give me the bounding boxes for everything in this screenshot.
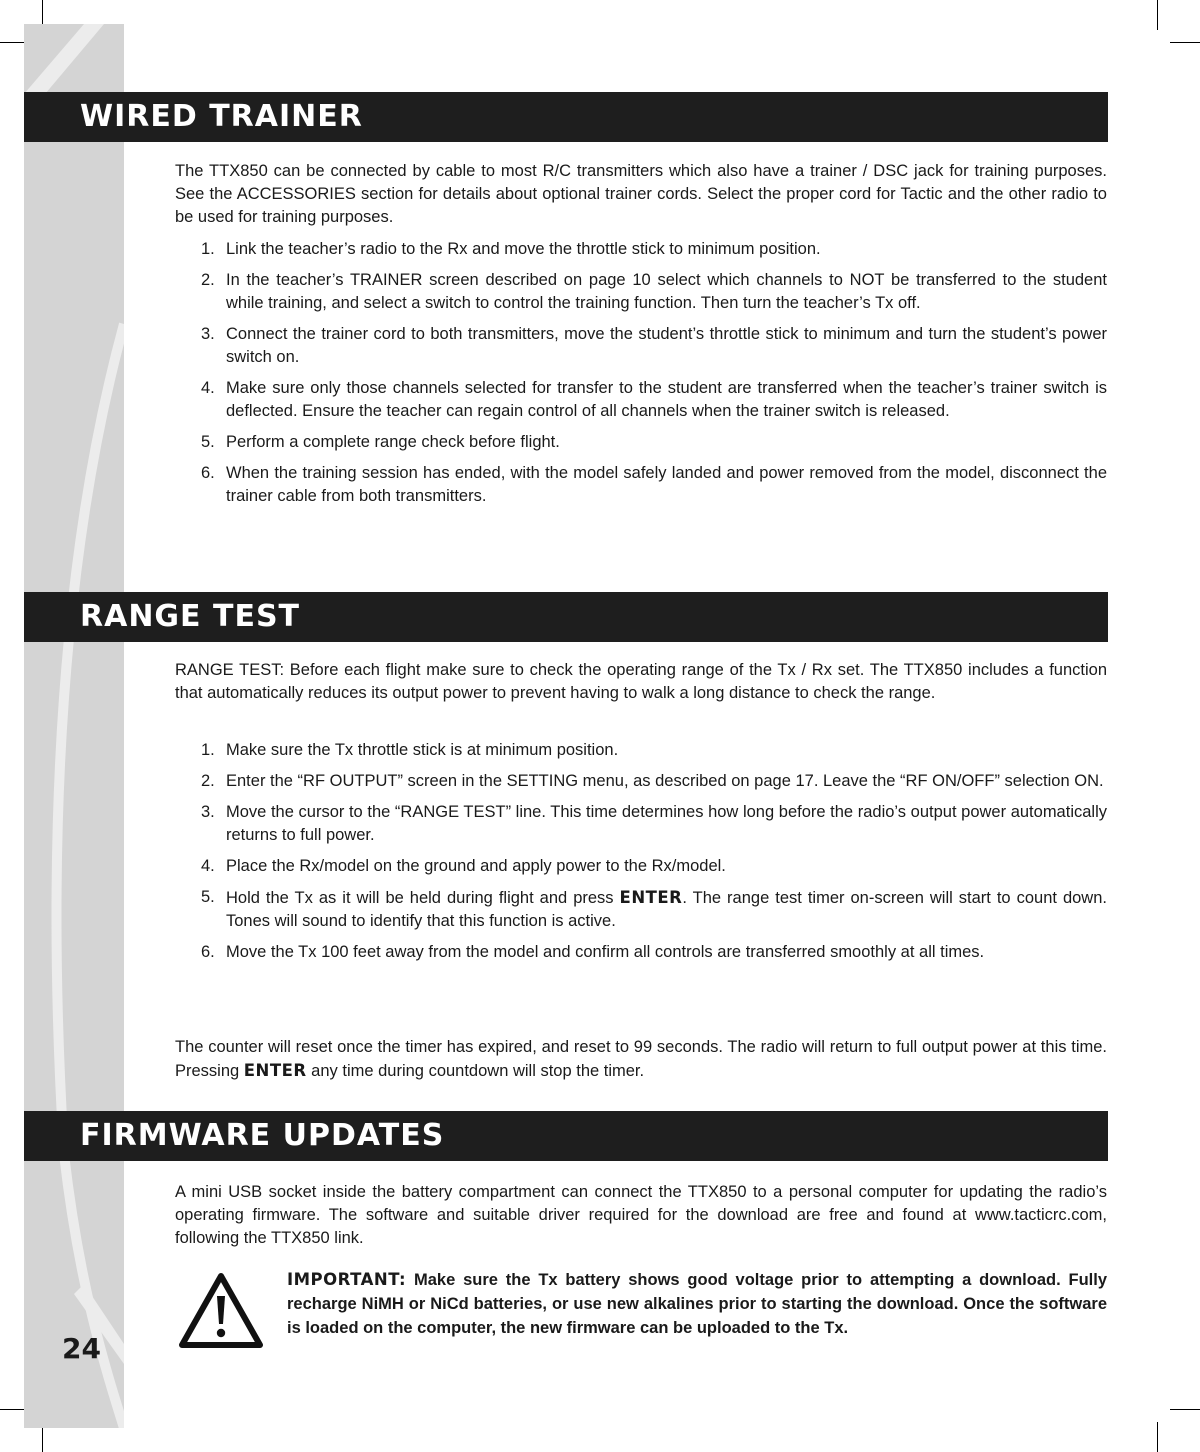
list-item bbox=[175, 269, 1107, 315]
step-text: Perform a complete range check before flight. bbox=[226, 433, 560, 451]
crop-mark bbox=[1157, 0, 1158, 30]
list-item bbox=[175, 462, 1107, 508]
crop-mark bbox=[1157, 1422, 1158, 1452]
step-text-after: . The range test timer on-screen will start to count down. Tones will sound to identify that this function is active. bbox=[226, 889, 1107, 930]
decorative-sidebar bbox=[24, 24, 124, 1428]
step-text: Move the Tx 100 feet away from the model and confirm all controls are transferred smoothly at all times. bbox=[226, 943, 985, 961]
section-header-wired-trainer bbox=[24, 92, 1108, 142]
important-text: Make sure the Tx battery shows good voltage prior to attempting a download. Fully recharge NiMH or NiCd batteries, or use new alkalines prior to starting the download. Once the software is loaded on the computer, the new firmware can be uploaded to the Tx. bbox=[287, 1271, 1107, 1337]
list-item bbox=[175, 801, 1107, 847]
enter-key-label: ENTER bbox=[243, 1061, 307, 1080]
section-header-range-test bbox=[24, 592, 1108, 642]
crop-mark bbox=[1170, 42, 1200, 43]
important-notice bbox=[287, 1268, 1107, 1340]
range-test-steps bbox=[175, 739, 1107, 972]
step-text: Move the cursor to the “RANGE TEST” line. This time determines how long before the radio’s output power automatically returns to full power. bbox=[226, 803, 1107, 844]
closing-text-after: any time during countdown will stop the timer. bbox=[306, 1062, 645, 1080]
range-test-intro: RANGE TEST: Before each flight make sure to check the operating range of the Tx / Rx set. The TTX850 includes a function that automatically reduces its output power to prevent having to walk a long distance to check the range. bbox=[175, 661, 1107, 702]
list-item bbox=[175, 739, 1107, 762]
important-label: IMPORTANT: bbox=[287, 1270, 407, 1289]
page-number: 24 bbox=[62, 1332, 101, 1365]
step-text: In the teacher’s TRAINER screen described on page 10 select which channels to NOT be transferred to the student while training, and select a switch to control the training function. Then turn the teacher’s Tx off. bbox=[226, 271, 1107, 312]
wired-trainer-steps bbox=[175, 238, 1107, 516]
section-title: RANGE TEST bbox=[80, 599, 301, 634]
enter-key-label: ENTER bbox=[619, 888, 683, 907]
step-text: Connect the trainer cord to both transmitters, move the student’s throttle stick to minimum and turn the student’s power switch on. bbox=[226, 325, 1107, 366]
step-text: Enter the “RF OUTPUT” screen in the SETTING menu, as described on page 17. Leave the “RF ON/OFF” selection ON. bbox=[226, 772, 1104, 790]
step-text: Link the teacher’s radio to the Rx and move the throttle stick to minimum position. bbox=[226, 240, 821, 258]
step-number: 4. bbox=[201, 379, 215, 397]
range-test-closing bbox=[175, 1036, 1107, 1083]
firmware-updates-intro: A mini USB socket inside the battery compartment can connect the TTX850 to a personal computer for updating the radio’s operating firmware. The software and suitable driver required for the download are free and found at www.tacticrc.com, following the TTX850 link. bbox=[175, 1183, 1107, 1247]
closing-text-before: The counter will reset once the timer has expired, and reset to 99 seconds. The radio will return to full output power at this time. Pressing bbox=[175, 1038, 1107, 1080]
step-number: 1. bbox=[201, 741, 215, 759]
list-item bbox=[175, 770, 1107, 793]
list-item bbox=[175, 855, 1107, 878]
section-title: FIRMWARE UPDATES bbox=[80, 1118, 445, 1153]
step-number: 5. bbox=[201, 888, 215, 906]
list-item bbox=[175, 886, 1107, 933]
step-number: 2. bbox=[201, 772, 215, 790]
step-number: 6. bbox=[201, 943, 215, 961]
list-item bbox=[175, 941, 1107, 964]
list-item bbox=[175, 238, 1107, 261]
section-title: WIRED TRAINER bbox=[80, 99, 363, 134]
step-number: 2. bbox=[201, 271, 215, 289]
step-number: 1. bbox=[201, 240, 215, 258]
list-item bbox=[175, 323, 1107, 369]
section-header-firmware-updates bbox=[24, 1111, 1108, 1161]
list-item bbox=[175, 431, 1107, 454]
step-number: 3. bbox=[201, 803, 215, 821]
warning-triangle-icon bbox=[178, 1272, 264, 1350]
sidebar-swoosh-graphic bbox=[24, 24, 124, 1428]
step-text: Make sure only those channels selected for transfer to the student are transferred when the teacher’s trainer switch is deflected. Ensure the teacher can regain control of all channels when the trainer switch is released. bbox=[226, 379, 1107, 420]
step-text: When the training session has ended, with the model safely landed and power removed from the model, disconnect the trainer cable from both transmitters. bbox=[226, 464, 1107, 505]
wired-trainer-intro: The TTX850 can be connected by cable to most R/C transmitters which also have a trainer / DSC jack for training purposes. See the ACCESSORIES section for details about optional trainer cords. Select the proper cord for Tactic and the other radio to be used for training purposes. bbox=[175, 162, 1107, 226]
step-number: 3. bbox=[201, 325, 215, 343]
step-number: 6. bbox=[201, 464, 215, 482]
step-text: Make sure the Tx throttle stick is at minimum position. bbox=[226, 741, 619, 759]
step-number: 5. bbox=[201, 433, 215, 451]
step-number: 4. bbox=[201, 857, 215, 875]
step-text: Place the Rx/model on the ground and apply power to the Rx/model. bbox=[226, 857, 726, 875]
list-item bbox=[175, 377, 1107, 423]
step-text-before: Hold the Tx as it will be held during flight and press bbox=[226, 889, 620, 907]
crop-mark bbox=[1170, 1409, 1200, 1410]
